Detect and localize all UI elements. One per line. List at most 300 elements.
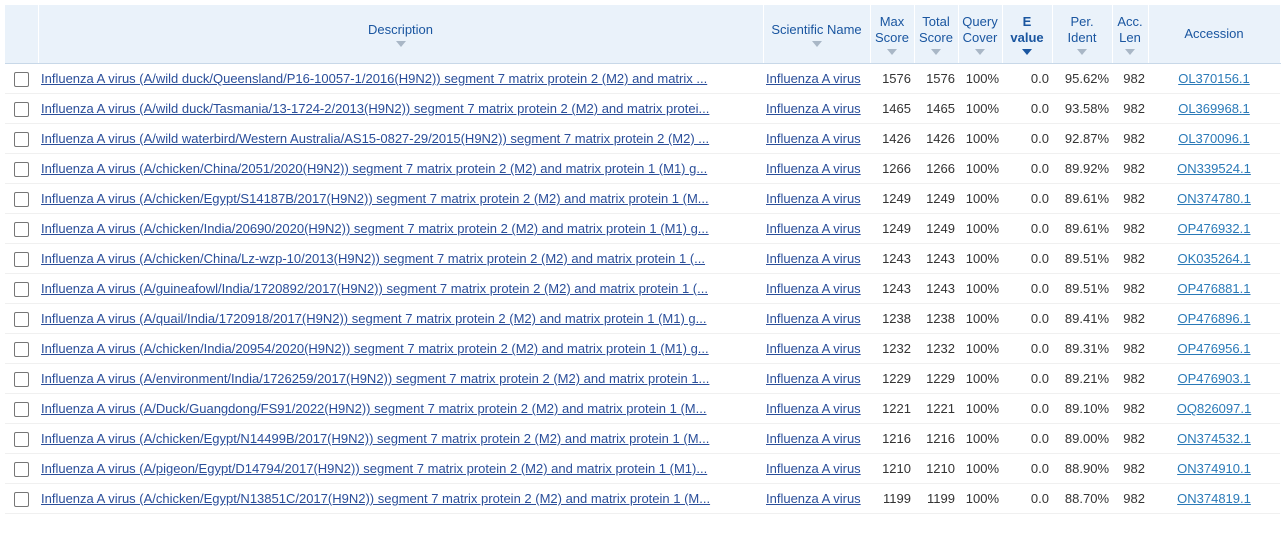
header-per-ident-label-2: Ident	[1067, 29, 1097, 45]
row-checkbox[interactable]	[14, 342, 29, 357]
row-checkbox[interactable]	[14, 252, 29, 267]
row-description-cell	[38, 274, 763, 304]
table-row	[5, 484, 1280, 514]
row-scientific-name-link[interactable]: Influenza A virus	[766, 131, 861, 146]
row-acc-len: 982	[1123, 71, 1145, 86]
row-select-cell	[5, 364, 38, 394]
header-query-cover[interactable]	[958, 5, 1002, 64]
table-row	[5, 94, 1280, 124]
header-acc-len-label-2: Len	[1119, 29, 1141, 45]
row-total-score: 1426	[926, 131, 955, 146]
row-description-link[interactable]: Influenza A virus (A/chicken/India/20954/2020(H9N2)) segment 7 matrix protein 2 (M2) and matrix protein 1 (M1) g...	[41, 341, 709, 356]
row-scientific-name-cell	[763, 184, 870, 214]
row-accession-cell	[1148, 274, 1280, 304]
sort-arrow-icon[interactable]	[975, 49, 985, 55]
row-evalue: 0.0	[1030, 101, 1049, 116]
row-per-ident-cell	[1052, 214, 1112, 244]
row-max-score-cell	[870, 424, 914, 454]
row-acc-len-cell	[1112, 484, 1148, 514]
row-max-score-cell	[870, 154, 914, 184]
row-acc-len: 982	[1123, 401, 1145, 416]
row-description-link[interactable]: Influenza A virus (A/environment/India/1726259/2017(H9N2)) segment 7 matrix protein 2 (M2) and matrix protein 1...	[41, 371, 710, 386]
row-description-link[interactable]: Influenza A virus (A/chicken/Egypt/S14187B/2017(H9N2)) segment 7 matrix protein 2 (M2) and matrix protein 1 (M...	[41, 191, 709, 206]
row-per-ident-cell	[1052, 184, 1112, 214]
row-description-cell	[38, 214, 763, 244]
row-description-link[interactable]: Influenza A virus (A/chicken/China/2051/2020(H9N2)) segment 7 matrix protein 2 (M2) and matrix protein 1 (M1) g...	[41, 161, 708, 176]
row-checkbox[interactable]	[14, 72, 29, 87]
row-total-score-cell	[914, 484, 958, 514]
row-per-ident: 89.31%	[1064, 341, 1109, 356]
row-query-cover-cell	[958, 274, 1002, 304]
row-description-cell	[38, 334, 763, 364]
header-description[interactable]	[38, 5, 763, 64]
row-acc-len: 982	[1123, 311, 1145, 326]
row-query-cover-cell	[958, 124, 1002, 154]
row-select-cell	[5, 394, 38, 424]
row-accession-link[interactable]: ON339524.1	[1177, 161, 1251, 176]
row-evalue-cell	[1002, 184, 1052, 214]
row-select-cell	[5, 274, 38, 304]
row-acc-len: 982	[1123, 131, 1145, 146]
row-acc-len: 982	[1123, 461, 1145, 476]
row-evalue: 0.0	[1030, 131, 1049, 146]
row-scientific-name-link[interactable]: Influenza A virus	[766, 251, 861, 266]
row-scientific-name-link[interactable]: Influenza A virus	[766, 311, 861, 326]
row-accession-link[interactable]: OQ826097.1	[1176, 401, 1252, 416]
header-query-cover-label-2: Cover	[962, 29, 998, 45]
row-total-score-cell	[914, 154, 958, 184]
row-select-cell	[5, 334, 38, 364]
row-per-ident-cell	[1052, 154, 1112, 184]
row-evalue-cell	[1002, 154, 1052, 184]
header-total-score-label-1: Total	[922, 13, 950, 29]
row-scientific-name-cell	[763, 124, 870, 154]
row-checkbox[interactable]	[14, 402, 29, 417]
row-checkbox[interactable]	[14, 222, 29, 237]
row-max-score-cell	[870, 274, 914, 304]
row-acc-len-cell	[1112, 424, 1148, 454]
results-table	[5, 5, 1281, 514]
row-max-score: 1465	[882, 101, 911, 116]
row-query-cover-cell	[958, 484, 1002, 514]
row-accession-link[interactable]: ON374910.1	[1177, 461, 1251, 476]
row-query-cover-cell	[958, 154, 1002, 184]
row-query-cover: 100%	[965, 461, 999, 476]
row-accession-link[interactable]: ON374819.1	[1177, 491, 1251, 506]
row-per-ident: 89.61%	[1064, 221, 1109, 236]
table-row	[5, 364, 1280, 394]
row-scientific-name-cell	[763, 334, 870, 364]
row-total-score: 1216	[926, 431, 955, 446]
row-total-score: 1249	[926, 221, 955, 236]
row-total-score-cell	[914, 304, 958, 334]
sort-arrow-icon[interactable]	[396, 41, 406, 47]
row-acc-len-cell	[1112, 364, 1148, 394]
row-total-score-cell	[914, 364, 958, 394]
header-total-score-label-2: Score	[919, 29, 953, 45]
row-description-cell	[38, 424, 763, 454]
header-max-score[interactable]	[870, 5, 914, 64]
header-description-label: Description	[367, 21, 434, 37]
row-accession-link[interactable]: OP476896.1	[1177, 311, 1251, 326]
row-total-score: 1199	[927, 491, 955, 506]
row-accession-cell	[1148, 64, 1280, 94]
row-query-cover: 100%	[965, 251, 999, 266]
row-acc-len-cell	[1112, 394, 1148, 424]
row-accession-link[interactable]: OP476932.1	[1177, 221, 1251, 236]
row-evalue: 0.0	[1030, 461, 1049, 476]
row-acc-len-cell	[1112, 334, 1148, 364]
row-total-score: 1238	[926, 311, 955, 326]
row-acc-len: 982	[1123, 491, 1145, 506]
header-accession[interactable]	[1148, 5, 1280, 64]
header-select	[5, 5, 38, 64]
row-query-cover: 100%	[965, 131, 999, 146]
row-query-cover: 100%	[965, 281, 999, 296]
row-accession-cell	[1148, 454, 1280, 484]
row-select-cell	[5, 304, 38, 334]
row-accession-link[interactable]: OK035264.1	[1177, 251, 1251, 266]
row-acc-len: 982	[1123, 371, 1145, 386]
row-evalue-cell	[1002, 424, 1052, 454]
header-per-ident-label-1: Per.	[1070, 13, 1094, 29]
row-description-cell	[38, 64, 763, 94]
row-description-link[interactable]: Influenza A virus (A/chicken/India/20690/2020(H9N2)) segment 7 matrix protein 2 (M2) and matrix protein 1 (M1) g...	[41, 221, 709, 236]
header-scientific-name-label: Scientific Name	[771, 21, 862, 37]
row-max-score-cell	[870, 454, 914, 484]
row-accession-cell	[1148, 364, 1280, 394]
row-query-cover: 100%	[965, 371, 999, 386]
row-per-ident: 89.00%	[1064, 431, 1109, 446]
row-query-cover: 100%	[965, 491, 999, 506]
row-select-cell	[5, 184, 38, 214]
row-scientific-name-cell	[763, 154, 870, 184]
row-query-cover: 100%	[965, 341, 999, 356]
row-checkbox[interactable]	[14, 312, 29, 327]
row-max-score: 1266	[882, 161, 911, 176]
row-total-score: 1266	[926, 161, 955, 176]
row-total-score: 1243	[926, 251, 955, 266]
row-evalue-cell	[1002, 94, 1052, 124]
row-max-score: 1243	[882, 281, 911, 296]
row-scientific-name-link[interactable]: Influenza A virus	[766, 461, 861, 476]
row-total-score-cell	[914, 64, 958, 94]
row-scientific-name-link[interactable]: Influenza A virus	[766, 191, 861, 206]
row-scientific-name-cell	[763, 394, 870, 424]
row-max-score-cell	[870, 64, 914, 94]
row-description-cell	[38, 484, 763, 514]
row-description-link[interactable]: Influenza A virus (A/Duck/Guangdong/FS91/2022(H9N2)) segment 7 matrix protein 2 (M2) and matrix protein 1 (M...	[41, 401, 707, 416]
row-checkbox[interactable]	[14, 132, 29, 147]
row-scientific-name-link[interactable]: Influenza A virus	[766, 371, 861, 386]
row-max-score: 1576	[882, 71, 911, 86]
table-header-row	[5, 5, 1280, 64]
row-checkbox[interactable]	[14, 192, 29, 207]
header-query-cover-label-1: Query	[962, 13, 998, 29]
row-scientific-name-cell	[763, 304, 870, 334]
row-accession-cell	[1148, 154, 1280, 184]
row-scientific-name-cell	[763, 64, 870, 94]
row-accession-link[interactable]: OP476956.1	[1177, 341, 1251, 356]
row-per-ident: 89.92%	[1064, 161, 1109, 176]
row-scientific-name-link[interactable]: Influenza A virus	[766, 71, 861, 86]
row-query-cover-cell	[958, 424, 1002, 454]
row-total-score-cell	[914, 244, 958, 274]
header-accession-label: Accession	[1184, 26, 1244, 41]
row-query-cover: 100%	[965, 101, 999, 116]
row-accession-link[interactable]: OL369968.1	[1178, 101, 1250, 116]
sort-arrow-active-icon[interactable]	[1022, 49, 1032, 55]
row-query-cover: 100%	[965, 401, 999, 416]
row-scientific-name-link[interactable]: Influenza A virus	[766, 221, 861, 236]
row-description-cell	[38, 184, 763, 214]
row-query-cover: 100%	[965, 311, 999, 326]
row-accession-link[interactable]: OP476903.1	[1177, 371, 1251, 386]
row-select-cell	[5, 124, 38, 154]
row-total-score-cell	[914, 394, 958, 424]
row-per-ident-cell	[1052, 454, 1112, 484]
row-evalue-cell	[1002, 124, 1052, 154]
row-total-score: 1249	[926, 191, 955, 206]
table-row	[5, 454, 1280, 484]
row-accession-link[interactable]: ON374532.1	[1177, 431, 1251, 446]
row-checkbox[interactable]	[14, 102, 29, 117]
row-query-cover-cell	[958, 244, 1002, 274]
row-accession-link[interactable]: OP476881.1	[1177, 281, 1251, 296]
row-acc-len-cell	[1112, 304, 1148, 334]
row-per-ident-cell	[1052, 274, 1112, 304]
row-select-cell	[5, 484, 38, 514]
row-scientific-name-link[interactable]: Influenza A virus	[766, 281, 861, 296]
row-query-cover: 100%	[965, 431, 999, 446]
row-scientific-name-link[interactable]: Influenza A virus	[766, 431, 861, 446]
row-evalue: 0.0	[1030, 251, 1049, 266]
row-max-score: 1216	[882, 431, 911, 446]
row-evalue: 0.0	[1030, 311, 1049, 326]
row-acc-len: 982	[1123, 281, 1145, 296]
row-per-ident-cell	[1052, 424, 1112, 454]
row-max-score: 1238	[882, 311, 911, 326]
row-scientific-name-cell	[763, 94, 870, 124]
row-total-score: 1243	[926, 281, 955, 296]
row-description-link[interactable]: Influenza A virus (A/wild duck/Tasmania/13-1724-2/2013(H9N2)) segment 7 matrix protein 2 (M2) and matrix protei...	[41, 101, 710, 116]
row-scientific-name-link[interactable]: Influenza A virus	[766, 341, 861, 356]
table-row	[5, 334, 1280, 364]
row-accession-link[interactable]: ON374780.1	[1177, 191, 1251, 206]
row-acc-len: 982	[1123, 251, 1145, 266]
row-per-ident-cell	[1052, 124, 1112, 154]
row-accession-cell	[1148, 184, 1280, 214]
row-scientific-name-cell	[763, 244, 870, 274]
header-max-score-label-1: Max	[879, 13, 905, 29]
row-total-score-cell	[914, 424, 958, 454]
row-total-score-cell	[914, 184, 958, 214]
row-accession-cell	[1148, 94, 1280, 124]
row-description-link[interactable]: Influenza A virus (A/chicken/Egypt/N13851C/2017(H9N2)) segment 7 matrix protein 2 (M2) and matrix protein 1 (M...	[41, 491, 711, 506]
header-total-score[interactable]	[914, 5, 958, 64]
sort-arrow-icon[interactable]	[887, 49, 897, 55]
row-max-score-cell	[870, 394, 914, 424]
row-per-ident-cell	[1052, 304, 1112, 334]
row-evalue: 0.0	[1030, 371, 1049, 386]
row-select-cell	[5, 454, 38, 484]
table-row	[5, 274, 1280, 304]
row-scientific-name-link[interactable]: Influenza A virus	[766, 101, 861, 116]
row-total-score: 1465	[926, 101, 955, 116]
row-select-cell	[5, 424, 38, 454]
row-accession-link[interactable]: OL370156.1	[1178, 71, 1250, 86]
row-checkbox[interactable]	[14, 282, 29, 297]
row-accession-cell	[1148, 334, 1280, 364]
row-scientific-name-cell	[763, 364, 870, 394]
row-max-score: 1249	[882, 191, 911, 206]
row-per-ident: 89.51%	[1064, 281, 1109, 296]
row-checkbox[interactable]	[14, 162, 29, 177]
row-max-score: 1210	[882, 461, 911, 476]
row-per-ident-cell	[1052, 64, 1112, 94]
row-acc-len-cell	[1112, 154, 1148, 184]
row-description-link[interactable]: Influenza A virus (A/chicken/Egypt/N14499B/2017(H9N2)) segment 7 matrix protein 2 (M2) and matrix protein 1 (M...	[41, 431, 710, 446]
row-per-ident-cell	[1052, 394, 1112, 424]
row-total-score: 1576	[926, 71, 955, 86]
sort-arrow-icon[interactable]	[812, 41, 822, 47]
row-description-cell	[38, 244, 763, 274]
row-scientific-name-link[interactable]: Influenza A virus	[766, 401, 861, 416]
row-max-score-cell	[870, 364, 914, 394]
row-acc-len-cell	[1112, 64, 1148, 94]
header-per-ident[interactable]	[1052, 5, 1112, 64]
row-checkbox[interactable]	[14, 462, 29, 477]
row-acc-len: 982	[1123, 341, 1145, 356]
row-query-cover: 100%	[965, 161, 999, 176]
row-accession-cell	[1148, 424, 1280, 454]
table-row	[5, 184, 1280, 214]
table-row	[5, 244, 1280, 274]
table-row	[5, 214, 1280, 244]
row-total-score: 1221	[926, 401, 955, 416]
table-row	[5, 424, 1280, 454]
table-row	[5, 394, 1280, 424]
row-per-ident: 89.61%	[1064, 191, 1109, 206]
row-max-score-cell	[870, 304, 914, 334]
row-per-ident: 88.70%	[1064, 491, 1109, 506]
row-per-ident: 92.87%	[1064, 131, 1109, 146]
row-query-cover: 100%	[965, 71, 999, 86]
row-select-cell	[5, 154, 38, 184]
row-checkbox[interactable]	[14, 432, 29, 447]
header-acc-len[interactable]	[1112, 5, 1148, 64]
row-evalue: 0.0	[1030, 191, 1049, 206]
row-description-cell	[38, 304, 763, 334]
row-per-ident-cell	[1052, 484, 1112, 514]
row-acc-len-cell	[1112, 244, 1148, 274]
row-description-link[interactable]: Influenza A virus (A/wild duck/Queensland/P16-10057-1/2016(H9N2)) segment 7 matrix protein 2 (M2) and matrix ...	[41, 71, 708, 86]
row-evalue: 0.0	[1030, 221, 1049, 236]
row-max-score: 1249	[882, 221, 911, 236]
row-checkbox[interactable]	[14, 492, 29, 507]
row-description-link[interactable]: Influenza A virus (A/chicken/China/Lz-wzp-10/2013(H9N2)) segment 7 matrix protein 2 (M2) and matrix protein 1 (...	[41, 251, 706, 266]
row-acc-len-cell	[1112, 124, 1148, 154]
row-per-ident-cell	[1052, 364, 1112, 394]
row-total-score-cell	[914, 274, 958, 304]
row-description-cell	[38, 154, 763, 184]
header-scientific-name[interactable]	[763, 5, 870, 64]
row-evalue: 0.0	[1030, 431, 1049, 446]
sort-arrow-icon[interactable]	[1125, 49, 1135, 55]
row-select-cell	[5, 244, 38, 274]
row-max-score-cell	[870, 484, 914, 514]
row-evalue: 0.0	[1030, 71, 1049, 86]
header-evalue-label-2: value	[1010, 29, 1044, 45]
row-max-score-cell	[870, 184, 914, 214]
row-max-score: 1243	[882, 251, 911, 266]
row-query-cover-cell	[958, 454, 1002, 484]
row-scientific-name-cell	[763, 274, 870, 304]
row-max-score-cell	[870, 334, 914, 364]
row-checkbox[interactable]	[14, 372, 29, 387]
row-accession-link[interactable]: OL370096.1	[1178, 131, 1250, 146]
row-acc-len: 982	[1123, 221, 1145, 236]
sort-arrow-icon[interactable]	[931, 49, 941, 55]
row-total-score-cell	[914, 334, 958, 364]
row-description-cell	[38, 394, 763, 424]
row-per-ident: 89.41%	[1064, 311, 1109, 326]
row-max-score-cell	[870, 244, 914, 274]
table-row	[5, 124, 1280, 154]
header-acc-len-label-1: Acc.	[1117, 13, 1143, 29]
row-acc-len: 982	[1123, 431, 1145, 446]
row-query-cover-cell	[958, 214, 1002, 244]
row-per-ident: 95.62%	[1064, 71, 1109, 86]
row-scientific-name-link[interactable]: Influenza A virus	[766, 161, 861, 176]
row-accession-cell	[1148, 484, 1280, 514]
row-max-score: 1232	[882, 341, 911, 356]
row-scientific-name-cell	[763, 214, 870, 244]
row-per-ident-cell	[1052, 334, 1112, 364]
row-evalue-cell	[1002, 364, 1052, 394]
sort-arrow-icon[interactable]	[1077, 49, 1087, 55]
row-description-link[interactable]: Influenza A virus (A/quail/India/1720918/2017(H9N2)) segment 7 matrix protein 2 (M2) and matrix protein 1 (M1) g...	[41, 311, 707, 326]
row-description-link[interactable]: Influenza A virus (A/guineafowl/India/1720892/2017(H9N2)) segment 7 matrix protein 2 (M2) and matrix protein 1 (...	[41, 281, 708, 296]
row-accession-cell	[1148, 304, 1280, 334]
row-max-score: 1221	[882, 401, 911, 416]
row-scientific-name-cell	[763, 424, 870, 454]
row-evalue-cell	[1002, 334, 1052, 364]
row-total-score-cell	[914, 454, 958, 484]
row-evalue: 0.0	[1030, 341, 1049, 356]
row-description-cell	[38, 454, 763, 484]
row-description-link[interactable]: Influenza A virus (A/pigeon/Egypt/D14794/2017(H9N2)) segment 7 matrix protein 2 (M2) and matrix protein 1 (M1)...	[41, 461, 708, 476]
row-per-ident: 89.51%	[1064, 251, 1109, 266]
row-description-link[interactable]: Influenza A virus (A/wild waterbird/Western Australia/AS15-0827-29/2015(H9N2)) segment 7 matrix protein 2 (M2) ...	[41, 131, 710, 146]
row-total-score-cell	[914, 124, 958, 154]
row-acc-len-cell	[1112, 454, 1148, 484]
row-select-cell	[5, 214, 38, 244]
row-evalue-cell	[1002, 454, 1052, 484]
row-total-score: 1229	[926, 371, 955, 386]
row-acc-len-cell	[1112, 274, 1148, 304]
row-query-cover-cell	[958, 64, 1002, 94]
header-evalue[interactable]	[1002, 5, 1052, 64]
row-query-cover: 100%	[965, 221, 999, 236]
row-query-cover-cell	[958, 304, 1002, 334]
row-evalue-cell	[1002, 274, 1052, 304]
row-scientific-name-cell	[763, 454, 870, 484]
row-query-cover-cell	[958, 184, 1002, 214]
row-scientific-name-link[interactable]: Influenza A virus	[766, 491, 861, 506]
row-per-ident-cell	[1052, 244, 1112, 274]
row-acc-len: 982	[1123, 161, 1145, 176]
